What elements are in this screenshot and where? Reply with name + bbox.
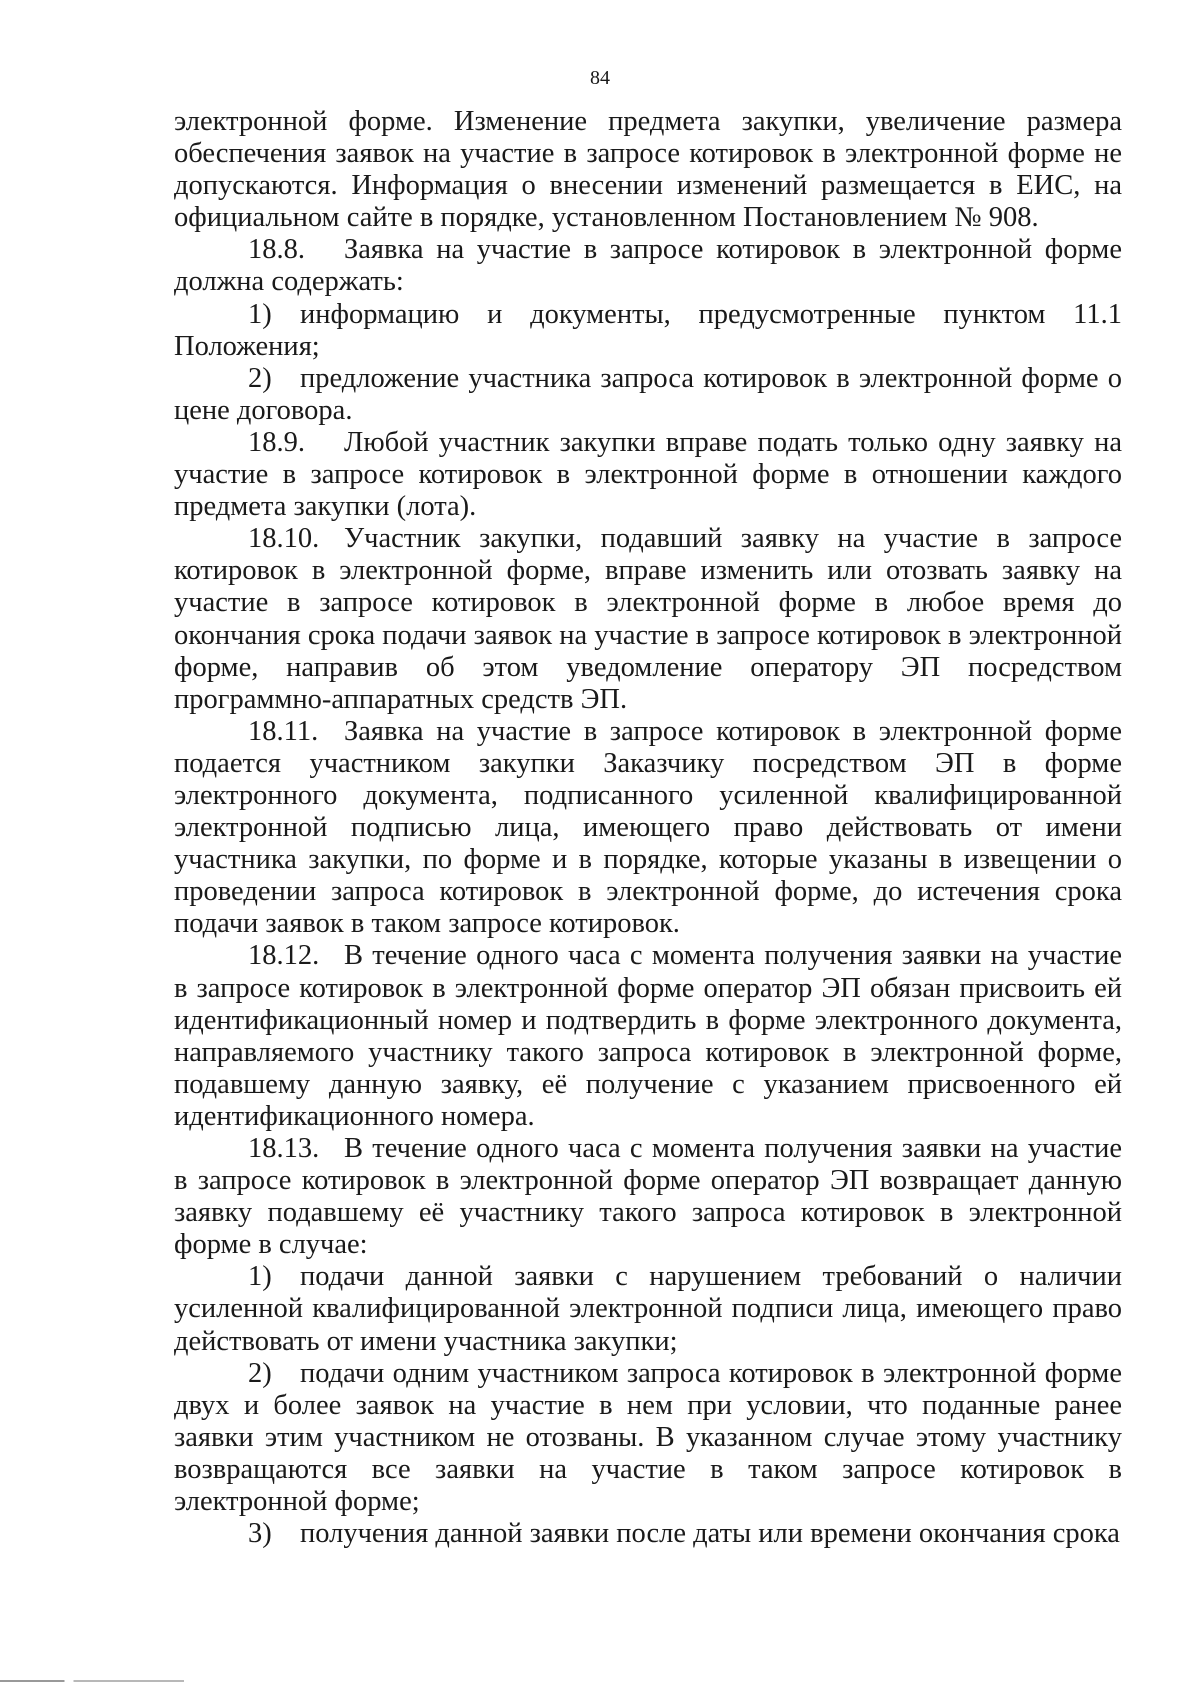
- list-item-1: [174, 1261, 1122, 1357]
- clause-18-8: [174, 234, 1122, 298]
- paragraph-text: Любой участник закупки вправе подать только одну заявку на участие в запросе котировок в электронной форме в отношении каждого предмета закупки (лота).: [174, 426, 1122, 523]
- item-number: 1): [248, 1261, 272, 1293]
- paragraph-continuation: [174, 106, 1122, 234]
- clause-number: 18.13.: [248, 1133, 320, 1164]
- clause-18-12: [174, 940, 1122, 1133]
- item-number: 1): [248, 298, 272, 330]
- list-item-1: [174, 299, 1122, 363]
- clause-number: 18.8.: [248, 234, 305, 266]
- list-item-2: [174, 363, 1122, 427]
- clause-number: 18.12.: [248, 940, 320, 972]
- paragraph-text: В течение одного часа с момента получения заявки на участие в запросе котировок в электронной форме оператор ЭП возвращает данную заявку подавшему её участнику такого запроса котировок в электронной форме в случае:: [174, 1133, 1122, 1261]
- clause-number: 18.10.: [248, 523, 320, 555]
- paragraph-text: получения данной заявки после даты или времени окончания срока: [300, 1518, 1120, 1550]
- clause-number: 18.9.: [248, 426, 305, 458]
- page-number: 84: [590, 67, 610, 89]
- paragraph-text: подачи данной заявки с нарушением требований о наличии усиленной квалифицированной электронной подписи лица, имеющего право действовать от имени участника закупки;: [174, 1261, 1122, 1357]
- item-number: 2): [248, 362, 272, 394]
- list-item-3: [174, 1518, 1122, 1550]
- paragraph-text: электронной форме. Изменение предмета закупки, увеличение размера обеспечения заявок на участие в запросе котировок в электронной форме не допускаются. Информация о внесении изменений размещается в ЕИС, на официальном сайте в порядке, установленном Постановлением № 908.: [174, 106, 1122, 234]
- paragraph-text: подачи одним участником запроса котировок в электронной форме двух и более заявок на участие в нем при условии, что поданные ранее заявки этим участником не отозваны. В указанном случае этому участнику возвращаются все заявки на участие в таком запросе котировок в электронной форме;: [174, 1357, 1122, 1518]
- list-item-2: [174, 1358, 1122, 1518]
- paragraph-text: Участник закупки, подавший заявку на участие в запросе котировок в электронной форме, вправе изменить или отозвать заявку на участие в запросе котировок в электронной форме в любое время до окончания срока подачи заявок на участие в запросе котировок в электронной форме, направив об этом уведомление оператору ЭП посредством программно-аппаратных средств ЭП.: [174, 523, 1122, 715]
- paragraph-text: Заявка на участие в запросе котировок в электронной форме должна содержать:: [174, 234, 1122, 298]
- item-number: 2): [248, 1357, 272, 1389]
- paragraph-text: предложение участника запроса котировок в электронной форме о цене договора.: [174, 362, 1122, 426]
- paragraph-text: информацию и документы, предусмотренные пунктом 11.1 Положения;: [174, 298, 1122, 362]
- clause-18-9: [174, 427, 1122, 523]
- clause-number: 18.11.: [248, 715, 319, 747]
- paragraph-text: В течение одного часа с момента получения заявки на участие в запросе котировок в электронной форме оператор ЭП обязан присвоить ей идентификационный номер и подтвердить в форме электронного документа, направляемого участнику такого запроса котировок в электронной форме, подавшему данную заявку, её получение с указанием присвоенного ей идентификационного номера.: [174, 940, 1122, 1132]
- clause-18-11: [174, 716, 1122, 941]
- clause-18-13: [174, 1133, 1122, 1261]
- clause-18-10: [174, 523, 1122, 716]
- item-number: 3): [248, 1518, 272, 1550]
- scan-edge-mark: [0, 1680, 230, 1682]
- paragraph-text: Заявка на участие в запросе котировок в электронной форме подается участником закупки Заказчику посредством ЭП в форме электронного документа, подписанного усиленной квалифицированной электронной подписью лица, имеющего право действовать от имени участника закупки, по форме и в порядке, которые указаны в извещении о проведении запроса котировок в электронной форме, до истечения срока подачи заявок в таком запросе котировок.: [174, 715, 1122, 940]
- document-body: [174, 106, 1122, 1550]
